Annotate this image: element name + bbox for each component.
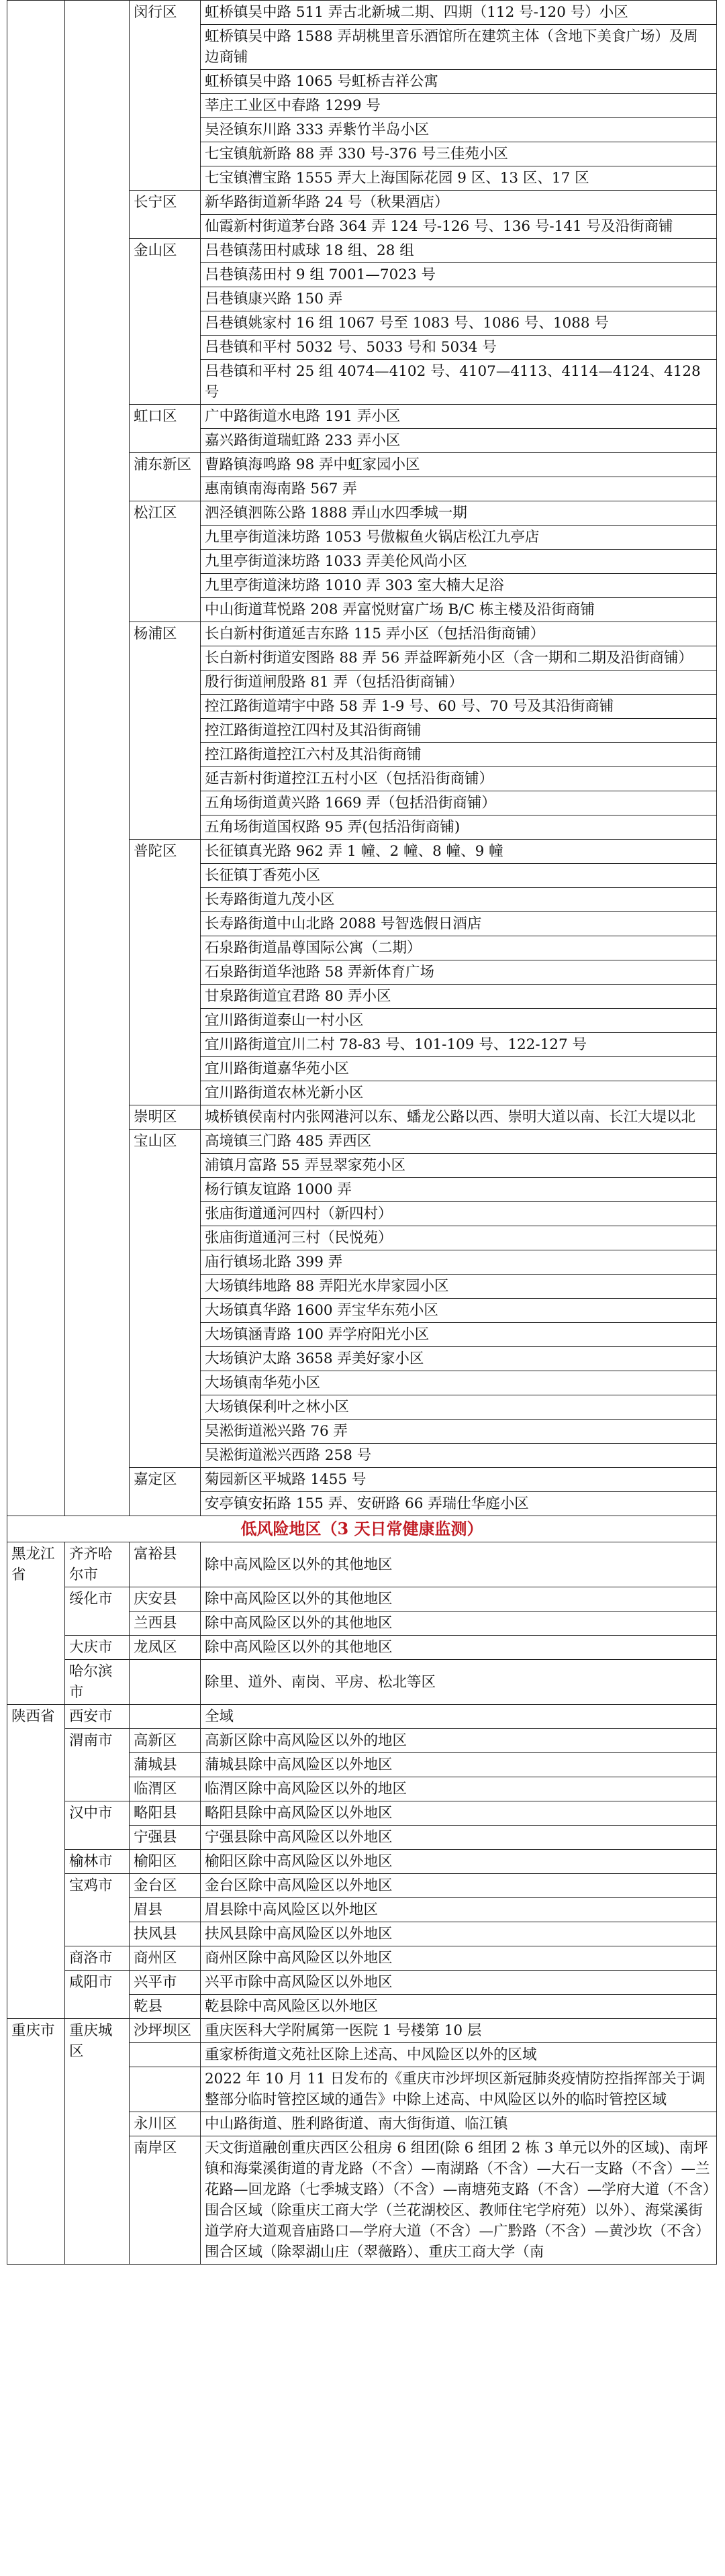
area-cell: 长征镇真光路 962 弄 1 幢、2 幢、8 幢、9 幢 — [201, 840, 717, 864]
district-cell: 松江区 — [130, 501, 201, 622]
area-cell: 城桥镇侯南村内张网港河以东、蟠龙公路以西、崇明大道以南、长江大堤以北 — [201, 1105, 717, 1130]
area-cell: 长白新村街道安图路 88 弄 56 弄益晖新苑小区（含一期和二期及沿街商铺） — [201, 646, 717, 671]
district-cell: 南岸区 — [130, 2136, 201, 2265]
province-cell: 陕西省 — [7, 1705, 65, 2019]
district-cell — [130, 1705, 201, 1729]
area-cell: 杨行镇友谊路 1000 弄 — [201, 1178, 717, 1202]
district-cell: 乾县 — [130, 1995, 201, 2019]
district-cell: 虹口区 — [130, 405, 201, 453]
city-cell — [65, 1, 130, 1516]
district-cell: 嘉定区 — [130, 1468, 201, 1516]
area-cell: 吕巷镇和平村 25 组 4074—4102 号、4107—4113、4114—4124、4128 号 — [201, 360, 717, 405]
area-cell: 控江路街道靖宇中路 58 弄 1-9 号、60 号、70 号及其沿街商铺 — [201, 695, 717, 719]
table-row — [7, 1971, 717, 1995]
area-cell: 殷行街道闸殷路 81 弄（包括沿街商铺） — [201, 671, 717, 695]
district-cell: 扶风县 — [130, 1922, 201, 1946]
area-cell: 菊园新区平城路 1455 号 — [201, 1468, 717, 1492]
district-cell: 崇明区 — [130, 1105, 201, 1130]
district-cell: 宝山区 — [130, 1130, 201, 1468]
area-cell: 广中路街道水电路 191 弄小区 — [201, 405, 717, 429]
city-cell: 渭南市 — [65, 1729, 130, 1801]
area-cell: 五角场街道黄兴路 1669 弄（包括沿街商铺） — [201, 791, 717, 815]
district-cell: 龙凤区 — [130, 1636, 201, 1660]
area-cell: 高新区除中高风险区以外的地区 — [201, 1729, 717, 1753]
low-risk-title: 低风险地区（3 天日常健康监测） — [7, 1516, 717, 1542]
area-cell: 宜川路街道宜川二村 78-83 号、101-109 号、122-127 号 — [201, 1033, 717, 1057]
area-cell: 张庙街道通河四村（新四村） — [201, 1202, 717, 1226]
area-cell: 2022 年 10 月 11 日发布的《重庆市沙坪坝区新冠肺炎疫情防控指挥部关于调整部分临时管控区域的通告》中除上述高、中风险区以外的临时管控区域 — [201, 2067, 717, 2112]
table-row — [7, 1850, 717, 1874]
district-cell: 宁强县 — [130, 1826, 201, 1850]
area-cell: 中山街道茸悦路 208 弄富悦财富广场 B/C 栋主楼及沿街商铺 — [201, 598, 717, 622]
area-cell: 吕巷镇康兴路 150 弄 — [201, 287, 717, 311]
area-cell: 大场镇涵青路 100 弄学府阳光小区 — [201, 1323, 717, 1347]
area-cell: 大场镇保利叶之林小区 — [201, 1395, 717, 1420]
area-cell: 眉县除中高风险区以外地区 — [201, 1898, 717, 1922]
table-row — [7, 1946, 717, 1971]
city-cell: 宝鸡市 — [65, 1874, 130, 1946]
area-cell: 长白新村街道延吉东路 115 弄小区（包括沿街商铺） — [201, 622, 717, 646]
area-cell: 庙行镇场北路 399 弄 — [201, 1250, 717, 1275]
area-cell: 略阳县除中高风险区以外地区 — [201, 1801, 717, 1826]
risk-area-table — [7, 0, 717, 2265]
area-cell: 虹桥镇吴中路 511 弄古北新城二期、四期（112 号-120 号）小区 — [201, 1, 717, 25]
district-cell: 富裕县 — [130, 1542, 201, 1587]
area-cell: 安亭镇安拓路 155 弄、安研路 66 弄瑞仕华庭小区 — [201, 1492, 717, 1516]
city-cell: 商洛市 — [65, 1946, 130, 1971]
area-cell: 吕巷镇荡田村戚球 18 组、28 组 — [201, 239, 717, 263]
area-cell: 长寿路街道九茂小区 — [201, 888, 717, 912]
city-cell: 榆林市 — [65, 1850, 130, 1874]
table-row — [7, 1874, 717, 1898]
document-page — [7, 0, 717, 2265]
city-cell: 咸阳市 — [65, 1971, 130, 2019]
area-cell: 蒲城县除中高风险区以外地区 — [201, 1753, 717, 1777]
area-cell: 大场镇南华苑小区 — [201, 1371, 717, 1395]
district-cell: 金山区 — [130, 239, 201, 405]
district-cell: 商州区 — [130, 1946, 201, 1971]
area-cell: 浦镇月富路 55 弄昱翠家苑小区 — [201, 1154, 717, 1178]
district-cell: 榆阳区 — [130, 1850, 201, 1874]
district-cell — [130, 1660, 201, 1705]
table-row — [7, 1729, 717, 1753]
province-cell: 重庆市 — [7, 2019, 65, 2265]
district-cell: 杨浦区 — [130, 622, 201, 840]
area-cell: 除中高风险区以外的其他地区 — [201, 1587, 717, 1612]
area-cell: 天文街道融创重庆西区公租房 6 组团(除 6 组团 2 栋 3 单元以外的区域)、南坪镇和海棠溪街道的青龙路（不含）—南湖路（不含）—大石一支路（不含）—兰花路—回龙路（七季城支路）（不含）—南塘苑支路（不含）—学府大道（不含）围合区域（除重庆工商大学（兰花湖校区、教师住宅学府苑）以外）、海棠溪街道学府大道观音庙路口—学府大道（不含）—广黔路（不含）—黄沙坎（不含）围合区域（除翠湖山庄（翠薇路）、重庆工商大学（南 — [201, 2136, 717, 2265]
area-cell: 延吉新村街道控江五村小区（包括沿街商铺） — [201, 767, 717, 791]
district-cell: 金台区 — [130, 1874, 201, 1898]
area-cell: 九里亭街道涞坊路 1053 号傲椒鱼火锅店松江九亭店 — [201, 526, 717, 550]
table-row — [7, 1660, 717, 1705]
area-cell: 仙霞新村街道茅台路 364 弄 124 号-126 号、136 号-141 号及沿街商铺 — [201, 215, 717, 239]
area-cell: 嘉兴路街道瑞虹路 233 弄小区 — [201, 429, 717, 453]
area-cell: 七宝镇航新路 88 弄 330 号-376 号三佳苑小区 — [201, 142, 717, 166]
area-cell: 除中高风险区以外的其他地区 — [201, 1636, 717, 1660]
city-cell: 绥化市 — [65, 1587, 130, 1636]
area-cell: 宁强县除中高风险区以外地区 — [201, 1826, 717, 1850]
area-cell: 长征镇丁香苑小区 — [201, 864, 717, 888]
table-row — [7, 1636, 717, 1660]
province-cell: 黑龙江省 — [7, 1542, 65, 1705]
table-row — [7, 1587, 717, 1612]
area-cell: 九里亭街道涞坊路 1033 弄美伦风尚小区 — [201, 550, 717, 574]
district-cell: 眉县 — [130, 1898, 201, 1922]
area-cell: 曹路镇海鸣路 98 弄中虹家园小区 — [201, 453, 717, 477]
district-cell: 兰西县 — [130, 1612, 201, 1636]
area-cell: 除里、道外、南岗、平房、松北等区 — [201, 1660, 717, 1705]
area-cell: 高境镇三门路 485 弄西区 — [201, 1130, 717, 1154]
area-cell: 张庙街道通河三村（民悦苑） — [201, 1226, 717, 1250]
city-cell: 哈尔滨市 — [65, 1660, 130, 1705]
district-cell — [130, 2043, 201, 2067]
district-cell: 沙坪坝区 — [130, 2019, 201, 2043]
area-cell: 榆阳区除中高风险区以外地区 — [201, 1850, 717, 1874]
table-row — [7, 1801, 717, 1826]
area-cell: 扶风县除中高风险区以外地区 — [201, 1922, 717, 1946]
area-cell: 泗泾镇泗陈公路 1888 弄山水四季城一期 — [201, 501, 717, 526]
area-cell: 吕巷镇和平村 5032 号、5033 号和 5034 号 — [201, 336, 717, 360]
area-cell: 乾县除中高风险区以外地区 — [201, 1995, 717, 2019]
area-cell: 虹桥镇吴中路 1065 号虹桥吉祥公寓 — [201, 70, 717, 94]
area-cell: 大场镇真华路 1600 弄宝华东苑小区 — [201, 1299, 717, 1323]
area-cell: 宜川路街道农林光新小区 — [201, 1081, 717, 1105]
area-cell: 除中高风险区以外的其他地区 — [201, 1542, 717, 1587]
district-cell: 普陀区 — [130, 840, 201, 1105]
area-cell: 莘庄工业区中春路 1299 号 — [201, 94, 717, 118]
area-cell: 吴泾镇东川路 333 弄紫竹半岛小区 — [201, 118, 717, 142]
area-cell: 长寿路街道中山北路 2088 号智选假日酒店 — [201, 912, 717, 936]
area-cell: 宜川路街道嘉华苑小区 — [201, 1057, 717, 1081]
district-cell: 高新区 — [130, 1729, 201, 1753]
province-cell — [7, 1, 65, 1516]
area-cell: 重家桥街道文苑社区除上述高、中风险区以外的区域 — [201, 2043, 717, 2067]
district-cell: 浦东新区 — [130, 453, 201, 501]
area-cell: 吕巷镇荡田村 9 组 7001—7023 号 — [201, 263, 717, 287]
table-row — [7, 1542, 717, 1587]
area-cell: 五角场街道国权路 95 弄(包括沿街商铺) — [201, 815, 717, 840]
district-cell: 闵行区 — [130, 1, 201, 191]
district-cell: 略阳县 — [130, 1801, 201, 1826]
district-cell: 临渭区 — [130, 1777, 201, 1801]
table-row — [7, 1705, 717, 1729]
area-cell: 宜川路街道泰山一村小区 — [201, 1009, 717, 1033]
area-cell: 甘泉路街道宜君路 80 弄小区 — [201, 985, 717, 1009]
district-cell: 长宁区 — [130, 191, 201, 239]
area-cell: 兴平市除中高风险区以外地区 — [201, 1971, 717, 1995]
area-cell: 新华路街道新华路 24 号（秋果酒店） — [201, 191, 717, 215]
area-cell: 大场镇纬地路 88 弄阳光水岸家园小区 — [201, 1275, 717, 1299]
city-cell: 汉中市 — [65, 1801, 130, 1850]
area-cell: 商州区除中高风险区以外地区 — [201, 1946, 717, 1971]
area-cell: 吴淞街道淞兴路 76 弄 — [201, 1420, 717, 1444]
area-cell: 石泉路街道晶尊国际公寓（二期） — [201, 936, 717, 960]
table-row — [7, 1, 717, 25]
district-cell: 庆安县 — [130, 1587, 201, 1612]
district-cell — [130, 2067, 201, 2112]
area-cell: 临渭区除中高风险区以外的地区 — [201, 1777, 717, 1801]
area-cell: 惠南镇南海南路 567 弄 — [201, 477, 717, 501]
city-cell: 齐齐哈尔市 — [65, 1542, 130, 1587]
city-cell: 重庆城区 — [65, 2019, 130, 2265]
area-cell: 全域 — [201, 1705, 717, 1729]
table-row — [7, 1516, 717, 1542]
area-cell: 重庆医科大学附属第一医院 1 号楼第 10 层 — [201, 2019, 717, 2043]
area-cell: 控江路街道控江六村及其沿街商铺 — [201, 743, 717, 767]
area-cell: 吴淞街道淞兴西路 258 号 — [201, 1444, 717, 1468]
area-cell: 七宝镇漕宝路 1555 弄大上海国际花园 9 区、13 区、17 区 — [201, 166, 717, 191]
area-cell: 除中高风险区以外的其他地区 — [201, 1612, 717, 1636]
district-cell: 蒲城县 — [130, 1753, 201, 1777]
area-cell: 中山路街道、胜利路街道、南大街街道、临江镇 — [201, 2112, 717, 2136]
area-cell: 石泉路街道华池路 58 弄新体育广场 — [201, 960, 717, 985]
area-cell: 虹桥镇吴中路 1588 弄胡桃里音乐酒馆所在建筑主体（含地下美食广场）及周边商铺 — [201, 25, 717, 70]
district-cell: 永川区 — [130, 2112, 201, 2136]
city-cell: 大庆市 — [65, 1636, 130, 1660]
area-cell: 九里亭街道涞坊路 1010 弄 303 室大楠大足浴 — [201, 574, 717, 598]
area-cell: 吕巷镇姚家村 16 组 1067 号至 1083 号、1086 号、1088 号 — [201, 311, 717, 336]
city-cell: 西安市 — [65, 1705, 130, 1729]
area-cell: 控江路街道控江四村及其沿街商铺 — [201, 719, 717, 743]
table-row — [7, 2019, 717, 2043]
area-cell: 金台区除中高风险区以外地区 — [201, 1874, 717, 1898]
area-cell: 大场镇沪太路 3658 弄美好家小区 — [201, 1347, 717, 1371]
district-cell: 兴平市 — [130, 1971, 201, 1995]
